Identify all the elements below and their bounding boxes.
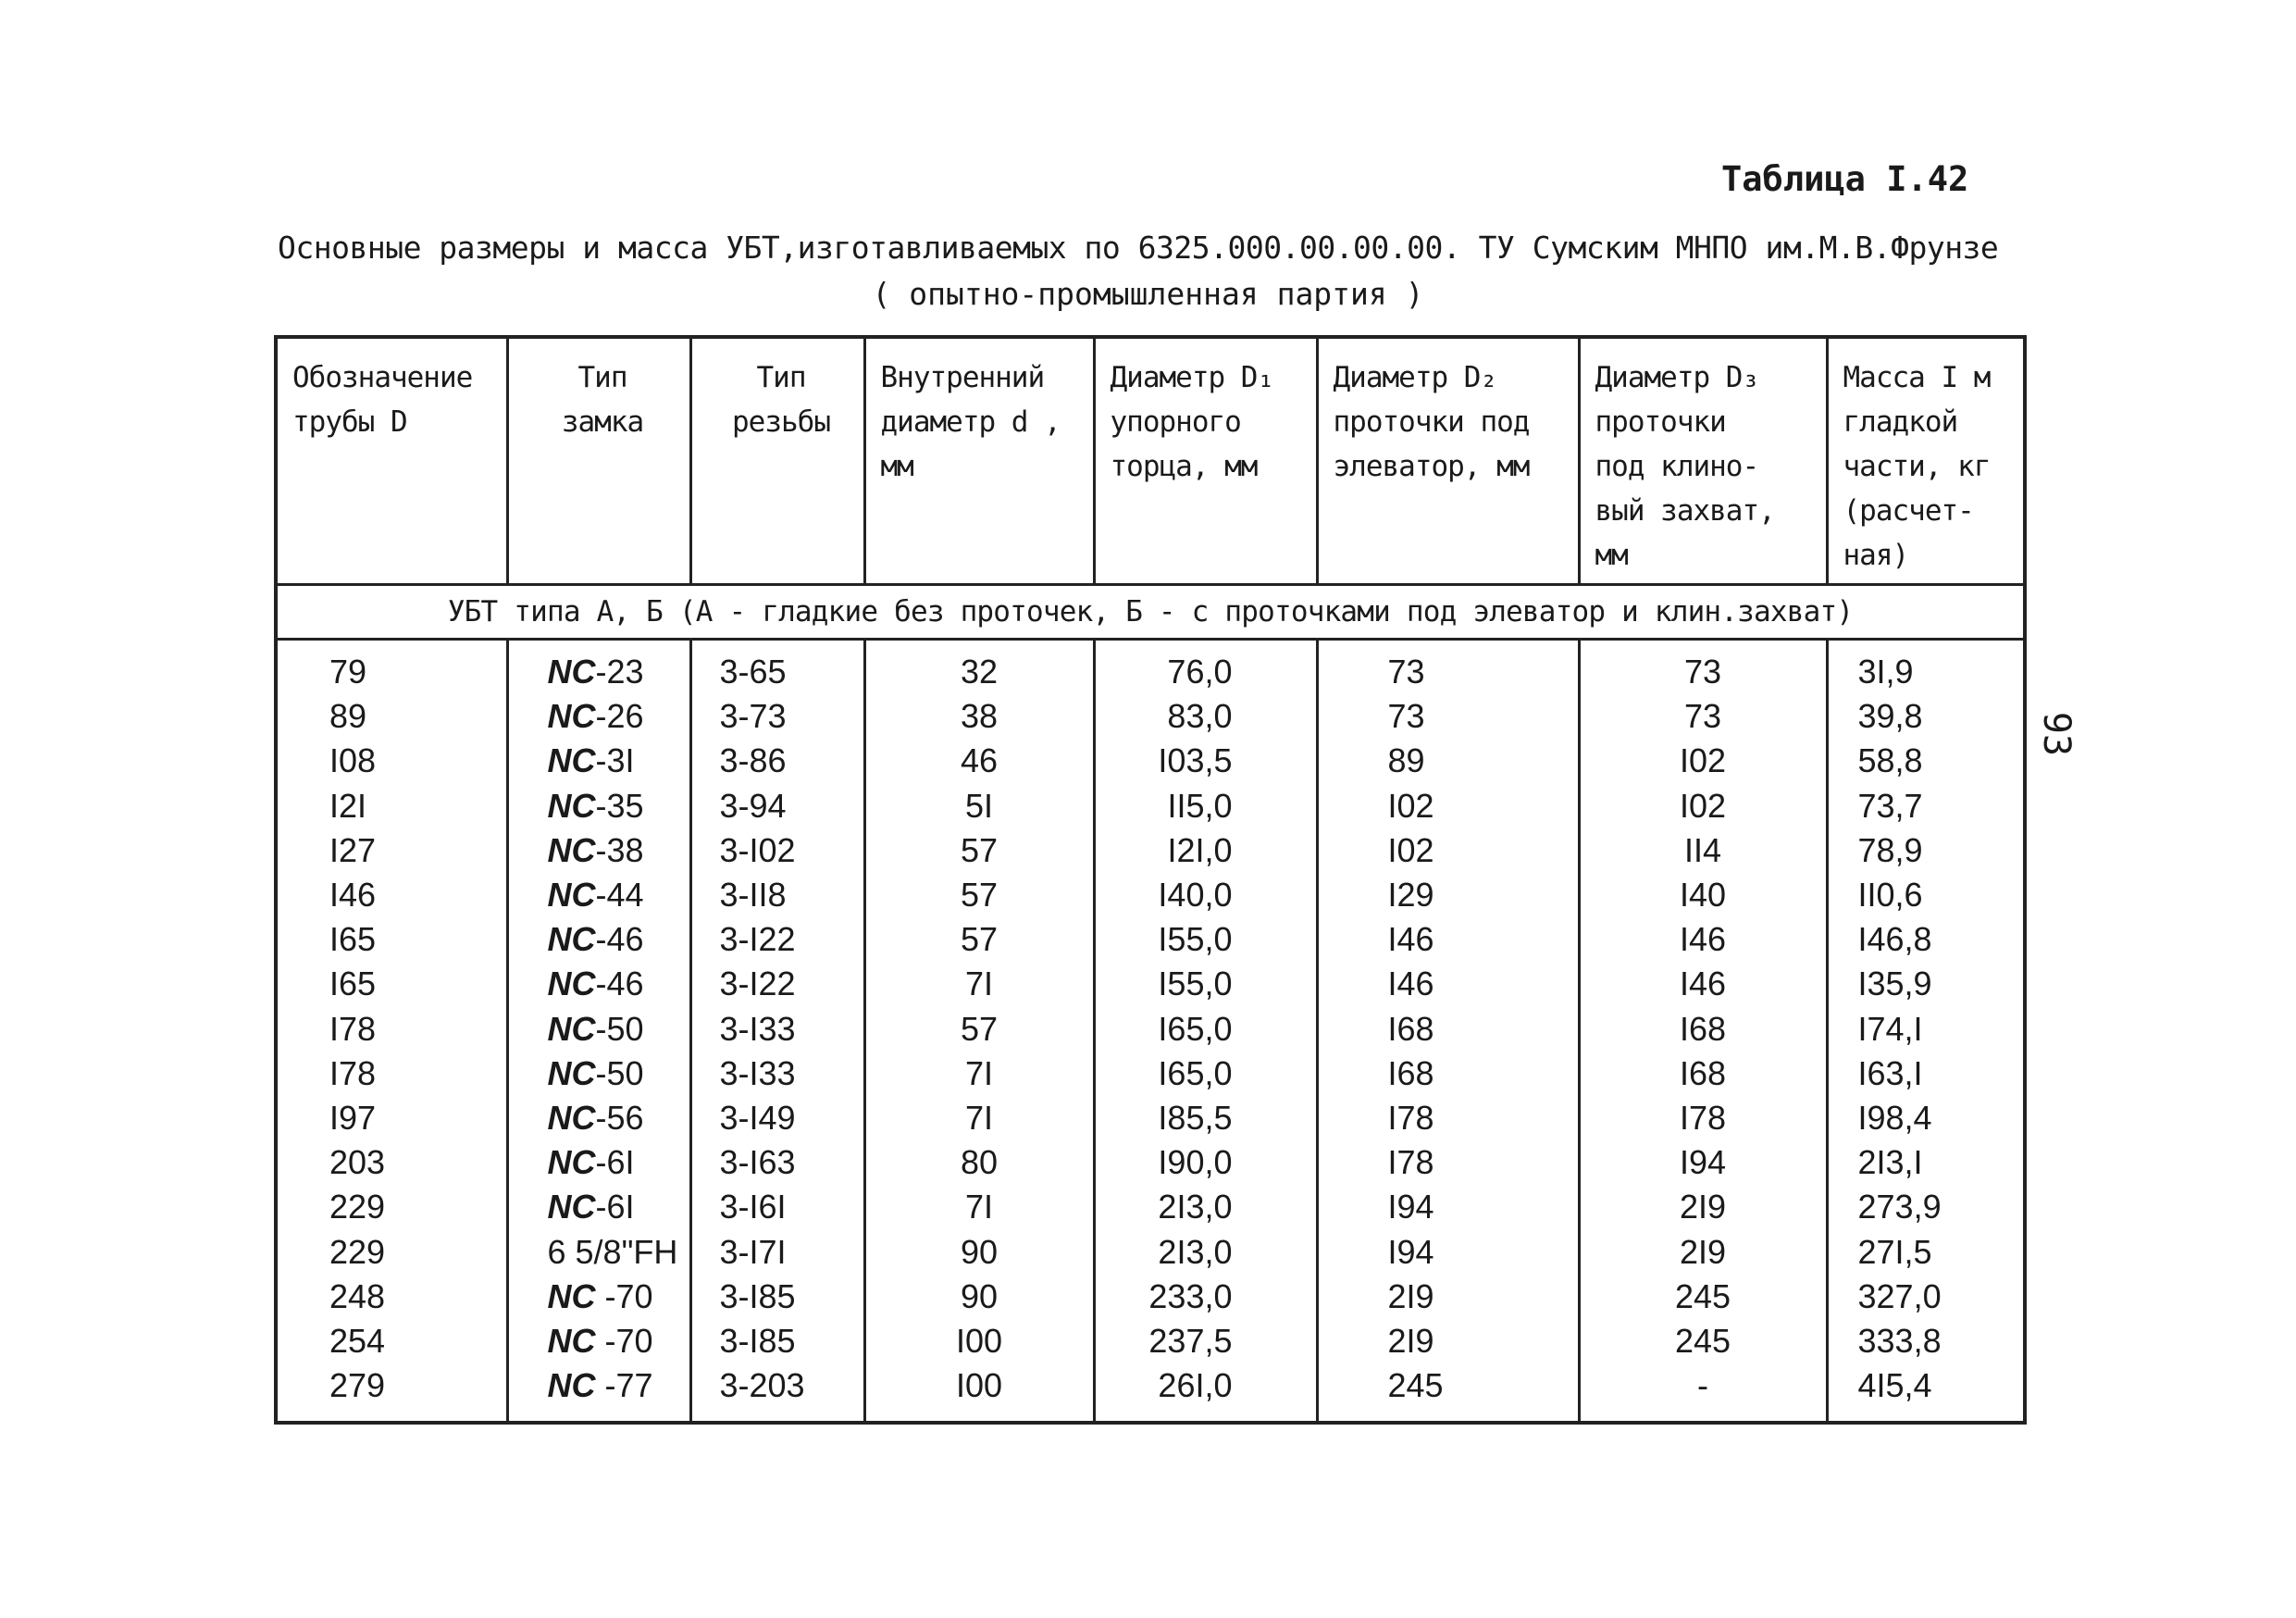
cell-pipe-diameter: 79 xyxy=(276,640,507,695)
cell-thread-type: 3-I33 xyxy=(690,1052,864,1096)
cell-pipe-diameter: 279 xyxy=(276,1363,507,1423)
header-diameter-d3: Диаметр D₃ проточки под клино- вый захват, мм xyxy=(1579,337,1827,585)
cell-diameter-d1: I55,0 xyxy=(1094,962,1317,1006)
cell-thread-type: 3-I85 xyxy=(690,1319,864,1363)
cell-thread-type: 3-94 xyxy=(690,784,864,828)
cell-pipe-diameter: I78 xyxy=(276,1007,507,1052)
dimensions-table xyxy=(274,335,2027,1425)
cell-lock-type xyxy=(507,640,690,695)
table-row xyxy=(276,1229,2025,1274)
table-row xyxy=(276,873,2025,917)
lock-size: -46 xyxy=(595,965,644,1003)
table-row xyxy=(276,1140,2025,1185)
cell-diameter-d1: I55,0 xyxy=(1094,917,1317,962)
cell-thread-type: 3-I33 xyxy=(690,1007,864,1052)
cell-inner-diameter: 7I xyxy=(864,1052,1094,1096)
cell-thread-type: 3-65 xyxy=(690,640,864,695)
cell-inner-diameter: 57 xyxy=(864,873,1094,917)
cell-diameter-d3: I40 xyxy=(1579,873,1827,917)
cell-diameter-d3: I94 xyxy=(1579,1140,1827,1185)
lock-size: -6I xyxy=(595,1188,635,1226)
table-number-label: Таблица I.42 xyxy=(1721,159,1969,199)
lock-size: -70 xyxy=(595,1321,653,1360)
table-row xyxy=(276,1319,2025,1363)
cell-diameter-d2: 2I9 xyxy=(1317,1319,1579,1363)
cell-mass: 273,9 xyxy=(1827,1185,2025,1229)
cell-mass: II0,6 xyxy=(1827,873,2025,917)
table-row xyxy=(276,1185,2025,1229)
lock-size: -50 xyxy=(595,1009,644,1048)
cell-diameter-d3: 245 xyxy=(1579,1319,1827,1363)
lock-size: -44 xyxy=(595,876,644,915)
lock-code: NC xyxy=(547,920,596,959)
cell-diameter-d1: 2I3,0 xyxy=(1094,1229,1317,1274)
cell-lock-type xyxy=(507,784,690,828)
table-row xyxy=(276,917,2025,962)
cell-mass: 73,7 xyxy=(1827,784,2025,828)
table-row xyxy=(276,784,2025,828)
cell-diameter-d2: I78 xyxy=(1317,1096,1579,1140)
cell-diameter-d2: I68 xyxy=(1317,1007,1579,1052)
cell-mass: 327,0 xyxy=(1827,1275,2025,1319)
cell-diameter-d1: I65,0 xyxy=(1094,1007,1317,1052)
document-subtitle: ( опытно-промышленная партия ) xyxy=(872,276,1424,312)
table-row xyxy=(276,1052,2025,1096)
cell-mass: I74,I xyxy=(1827,1007,2025,1052)
cell-pipe-diameter: I2I xyxy=(276,784,507,828)
cell-diameter-d2: I46 xyxy=(1317,962,1579,1006)
cell-lock-type xyxy=(507,1052,690,1096)
document-title: Основные размеры и масса УБТ,изготавливаемых по 6325.000.00.00.00. ТУ Сумским МНПО им.М.В.Фрунзе xyxy=(278,230,1999,266)
cell-mass: I63,I xyxy=(1827,1052,2025,1096)
cell-mass: 78,9 xyxy=(1827,828,2025,873)
cell-diameter-d3: 245 xyxy=(1579,1275,1827,1319)
cell-lock-type xyxy=(507,739,690,783)
cell-thread-type: 3-II8 xyxy=(690,873,864,917)
cell-diameter-d2: 2I9 xyxy=(1317,1275,1579,1319)
cell-lock-type xyxy=(507,1185,690,1229)
cell-thread-type: 3-203 xyxy=(690,1363,864,1423)
lock-size: -50 xyxy=(595,1053,644,1092)
cell-thread-type: 3-73 xyxy=(690,694,864,739)
cell-diameter-d2: 73 xyxy=(1317,640,1579,695)
lock-code: NC xyxy=(547,830,596,869)
cell-pipe-diameter: I08 xyxy=(276,739,507,783)
cell-pipe-diameter: 248 xyxy=(276,1275,507,1319)
cell-inner-diameter: 5I xyxy=(864,784,1094,828)
cell-diameter-d1: I65,0 xyxy=(1094,1052,1317,1096)
cell-inner-diameter: 46 xyxy=(864,739,1094,783)
cell-diameter-d1: 83,0 xyxy=(1094,694,1317,739)
lock-code: NC xyxy=(547,1366,596,1405)
cell-pipe-diameter: I65 xyxy=(276,962,507,1006)
cell-diameter-d3: II4 xyxy=(1579,828,1827,873)
cell-diameter-d3: I46 xyxy=(1579,917,1827,962)
lock-size: -26 xyxy=(595,697,644,736)
cell-pipe-diameter: I27 xyxy=(276,828,507,873)
cell-inner-diameter: 57 xyxy=(864,828,1094,873)
table-row xyxy=(276,1275,2025,1319)
cell-diameter-d3: I68 xyxy=(1579,1007,1827,1052)
cell-inner-diameter: 38 xyxy=(864,694,1094,739)
cell-thread-type: 3-I63 xyxy=(690,1140,864,1185)
lock-code: NC xyxy=(547,1143,596,1182)
cell-inner-diameter: 80 xyxy=(864,1140,1094,1185)
cell-thread-type: 3-I22 xyxy=(690,962,864,1006)
cell-diameter-d2: I68 xyxy=(1317,1052,1579,1096)
lock-code: NC xyxy=(547,1188,596,1226)
cell-diameter-d1: I40,0 xyxy=(1094,873,1317,917)
page-number: 93 xyxy=(2035,711,2079,757)
cell-diameter-d3: 2I9 xyxy=(1579,1229,1827,1274)
cell-diameter-d3: I68 xyxy=(1579,1052,1827,1096)
cell-thread-type: 3-I7I xyxy=(690,1229,864,1274)
cell-lock-type xyxy=(507,1319,690,1363)
cell-mass: I35,9 xyxy=(1827,962,2025,1006)
cell-diameter-d2: 73 xyxy=(1317,694,1579,739)
table-row xyxy=(276,1363,2025,1423)
cell-pipe-diameter: I65 xyxy=(276,917,507,962)
cell-diameter-d1: I85,5 xyxy=(1094,1096,1317,1140)
cell-pipe-diameter: I97 xyxy=(276,1096,507,1140)
table-header-row xyxy=(276,337,2025,585)
table-body xyxy=(276,640,2025,1424)
lock-size: -70 xyxy=(595,1276,653,1315)
cell-mass: 3I,9 xyxy=(1827,640,2025,695)
cell-diameter-d1: I90,0 xyxy=(1094,1140,1317,1185)
lock-size: -38 xyxy=(595,830,644,869)
cell-pipe-diameter: I78 xyxy=(276,1052,507,1096)
lock-code: NC xyxy=(547,876,596,915)
lock-code: NC xyxy=(547,1321,596,1360)
cell-pipe-diameter: 89 xyxy=(276,694,507,739)
header-pipe-designation: Обозначение трубы D xyxy=(276,337,507,585)
lock-size: -35 xyxy=(595,786,644,825)
cell-thread-type: 3-I85 xyxy=(690,1275,864,1319)
cell-inner-diameter: 57 xyxy=(864,1007,1094,1052)
cell-mass: I98,4 xyxy=(1827,1096,2025,1140)
cell-mass: 2I3,I xyxy=(1827,1140,2025,1185)
lock-code: NC xyxy=(547,697,596,736)
cell-lock-type xyxy=(507,1096,690,1140)
cell-diameter-d2: 245 xyxy=(1317,1363,1579,1423)
cell-diameter-d2: I29 xyxy=(1317,873,1579,917)
section-row xyxy=(276,585,2025,640)
table-row xyxy=(276,962,2025,1006)
cell-lock-type xyxy=(507,1140,690,1185)
cell-diameter-d3: 2I9 xyxy=(1579,1185,1827,1229)
cell-inner-diameter: 57 xyxy=(864,917,1094,962)
lock-code: NC xyxy=(547,741,596,780)
cell-thread-type: 3-I22 xyxy=(690,917,864,962)
cell-lock-type xyxy=(507,873,690,917)
lock-code: NC xyxy=(547,786,596,825)
cell-diameter-d2: I94 xyxy=(1317,1185,1579,1229)
cell-lock-type xyxy=(507,1007,690,1052)
lock-size: -77 xyxy=(595,1366,653,1405)
cell-diameter-d3: 73 xyxy=(1579,694,1827,739)
header-lock-type: Тип замка xyxy=(507,337,690,585)
header-diameter-d2: Диаметр D₂ проточки под элеватор, мм xyxy=(1317,337,1579,585)
cell-lock-type xyxy=(507,694,690,739)
cell-inner-diameter: I00 xyxy=(864,1363,1094,1423)
cell-diameter-d2: 89 xyxy=(1317,739,1579,783)
lock-code: NC xyxy=(547,1098,596,1137)
cell-inner-diameter: 7I xyxy=(864,962,1094,1006)
cell-lock-type xyxy=(507,1275,690,1319)
lock-code: NC xyxy=(547,1009,596,1048)
cell-diameter-d1: I2I,0 xyxy=(1094,828,1317,873)
cell-inner-diameter: I00 xyxy=(864,1319,1094,1363)
cell-lock-type xyxy=(507,828,690,873)
lock-size: -46 xyxy=(595,920,644,959)
header-diameter-d1: Диаметр D₁ упорного торца, мм xyxy=(1094,337,1317,585)
cell-diameter-d2: I02 xyxy=(1317,784,1579,828)
header-mass: Масса I м гладкой части, кг (расчет- ная) xyxy=(1827,337,2025,585)
cell-diameter-d1: 2I3,0 xyxy=(1094,1185,1317,1229)
lock-size: -56 xyxy=(595,1098,644,1137)
table-row xyxy=(276,1007,2025,1052)
cell-mass: 39,8 xyxy=(1827,694,2025,739)
cell-pipe-diameter: I46 xyxy=(276,873,507,917)
table-row xyxy=(276,694,2025,739)
cell-inner-diameter: 7I xyxy=(864,1185,1094,1229)
lock-code: NC xyxy=(547,1053,596,1092)
table-row xyxy=(276,828,2025,873)
table-row xyxy=(276,739,2025,783)
cell-inner-diameter: 90 xyxy=(864,1275,1094,1319)
cell-diameter-d3: I46 xyxy=(1579,962,1827,1006)
cell-diameter-d3: I02 xyxy=(1579,739,1827,783)
lock-size: -6I xyxy=(595,1143,635,1182)
cell-mass: 27I,5 xyxy=(1827,1229,2025,1274)
cell-mass: I46,8 xyxy=(1827,917,2025,962)
cell-inner-diameter: 32 xyxy=(864,640,1094,695)
cell-diameter-d1: 233,0 xyxy=(1094,1275,1317,1319)
cell-diameter-d3: 73 xyxy=(1579,640,1827,695)
lock-size: 6 5/8"FH xyxy=(547,1232,678,1271)
lock-size: -3I xyxy=(595,741,635,780)
cell-diameter-d1: II5,0 xyxy=(1094,784,1317,828)
cell-mass: 4I5,4 xyxy=(1827,1363,2025,1423)
cell-diameter-d2: I02 xyxy=(1317,828,1579,873)
lock-code: NC xyxy=(547,1276,596,1315)
cell-inner-diameter: 90 xyxy=(864,1229,1094,1274)
cell-thread-type: 3-I6I xyxy=(690,1185,864,1229)
cell-pipe-diameter: 229 xyxy=(276,1185,507,1229)
cell-pipe-diameter: 254 xyxy=(276,1319,507,1363)
cell-mass: 58,8 xyxy=(1827,739,2025,783)
cell-thread-type: 3-I49 xyxy=(690,1096,864,1140)
cell-diameter-d1: 237,5 xyxy=(1094,1319,1317,1363)
cell-diameter-d3: I78 xyxy=(1579,1096,1827,1140)
cell-diameter-d1: 26I,0 xyxy=(1094,1363,1317,1423)
cell-diameter-d1: 76,0 xyxy=(1094,640,1317,695)
section-label: УБТ типа А, Б (А - гладкие без проточек, Б - с проточками под элеватор и клин.захват) xyxy=(276,585,2025,640)
cell-mass: 333,8 xyxy=(1827,1319,2025,1363)
cell-diameter-d2: I46 xyxy=(1317,917,1579,962)
cell-pipe-diameter: 229 xyxy=(276,1229,507,1274)
lock-size: -23 xyxy=(595,653,644,691)
table-row xyxy=(276,640,2025,695)
cell-diameter-d2: I94 xyxy=(1317,1229,1579,1274)
cell-lock-type xyxy=(507,962,690,1006)
table-row xyxy=(276,1096,2025,1140)
header-thread-type: Тип резьбы xyxy=(690,337,864,585)
cell-lock-type xyxy=(507,917,690,962)
cell-pipe-diameter: 203 xyxy=(276,1140,507,1185)
cell-diameter-d2: I78 xyxy=(1317,1140,1579,1185)
cell-diameter-d3: I02 xyxy=(1579,784,1827,828)
cell-thread-type: 3-I02 xyxy=(690,828,864,873)
cell-lock-type xyxy=(507,1363,690,1423)
cell-inner-diameter: 7I xyxy=(864,1096,1094,1140)
lock-code: NC xyxy=(547,965,596,1003)
lock-code: NC xyxy=(547,653,596,691)
cell-diameter-d3: - xyxy=(1579,1363,1827,1423)
cell-diameter-d1: I03,5 xyxy=(1094,739,1317,783)
cell-lock-type xyxy=(507,1229,690,1274)
cell-thread-type: 3-86 xyxy=(690,739,864,783)
header-inner-diameter: Внутренний диаметр d , мм xyxy=(864,337,1094,585)
